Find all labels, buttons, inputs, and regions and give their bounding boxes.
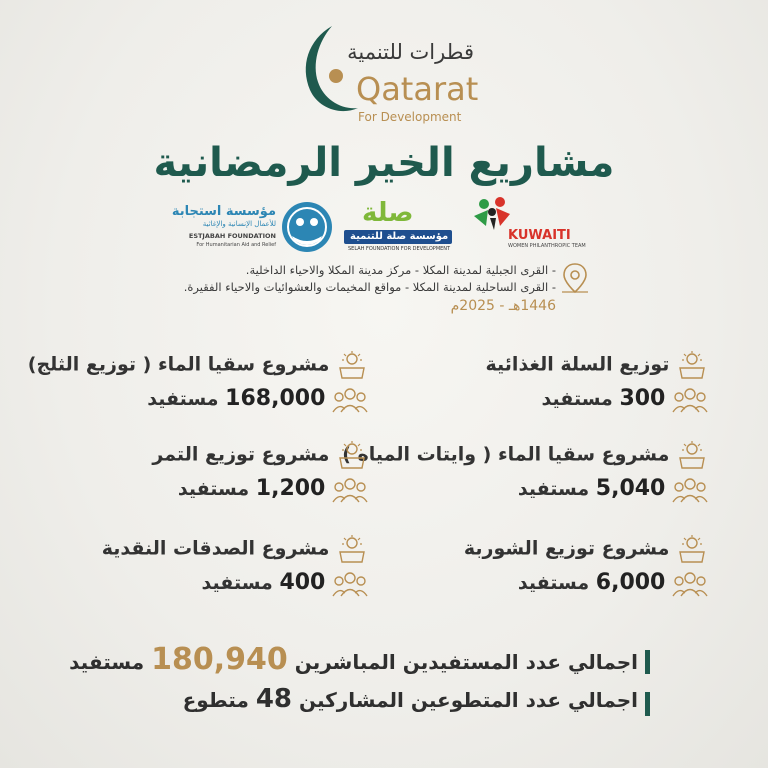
project-count: 300 bbox=[619, 386, 666, 411]
people-group-icon bbox=[672, 571, 708, 597]
project-count: 1,200 bbox=[255, 476, 326, 501]
total-accent-bar bbox=[645, 692, 650, 716]
year-label: 1446هـ - 2025م bbox=[450, 298, 556, 314]
project-count: 6,000 bbox=[595, 570, 666, 595]
partner-selah-name: صلة bbox=[362, 198, 414, 228]
partner-selah bbox=[340, 198, 458, 258]
people-group-icon bbox=[332, 571, 368, 597]
project-unit: مستفيد bbox=[201, 572, 273, 594]
lightbulb-plan-icon bbox=[336, 350, 368, 380]
total-accent-bar bbox=[645, 650, 650, 674]
project-food-basket bbox=[486, 350, 708, 413]
partner-kuwaiti-name: KUWAITI bbox=[508, 228, 571, 243]
project-name: مشروع توزيع التمر bbox=[152, 443, 330, 466]
lightbulb-plan-icon bbox=[676, 350, 708, 380]
brand-english-subtitle: For Development bbox=[358, 110, 462, 124]
total-beneficiaries-count: 180,940 bbox=[151, 642, 288, 677]
brand-arabic-name: قطرات للتنمية bbox=[347, 40, 474, 64]
project-cash-charity bbox=[102, 534, 368, 597]
project-name: مشروع سقيا الماء ( توزيع الثلج) bbox=[27, 353, 330, 376]
project-unit: مستفيد bbox=[541, 388, 613, 410]
partner-selah-sub: مؤسسة صلة للتنمية bbox=[350, 231, 449, 242]
project-unit: مستفيد bbox=[517, 572, 590, 594]
project-count: 5,040 bbox=[595, 476, 666, 501]
lightbulb-plan-icon bbox=[336, 440, 368, 470]
total-beneficiaries-unit: مستفيد bbox=[69, 650, 145, 674]
partner-kuwaiti bbox=[464, 196, 584, 258]
people-group-icon bbox=[332, 387, 368, 413]
total-volunteers-count: 48 bbox=[255, 684, 292, 714]
estjabah-globe-hands-icon bbox=[280, 200, 334, 254]
project-count: 400 bbox=[279, 570, 326, 595]
project-count: 168,000 bbox=[225, 386, 326, 411]
locations-line-1: - القرى الجبلية لمدينة المكلا - مركز مدينة المكلا والاحياء الداخلية. bbox=[245, 263, 556, 277]
people-group-icon bbox=[672, 387, 708, 413]
total-beneficiaries bbox=[69, 642, 638, 677]
people-group-icon bbox=[332, 477, 368, 503]
lightbulb-plan-icon bbox=[676, 440, 708, 470]
partner-estjabah bbox=[171, 198, 336, 260]
locations-line-2: - القرى الساحلية لمدينة المكلا - مواقع المخيمات والعشوائيات والاحياء الفقيرة. bbox=[183, 280, 556, 294]
total-beneficiaries-label: اجمالي عدد المستفيدين المباشرين bbox=[294, 650, 638, 674]
partner-selah-sub-en: SELAH FOUNDATION FOR DEVELOPMENT bbox=[348, 246, 451, 252]
project-unit: مستفيد bbox=[147, 388, 219, 410]
lightbulb-plan-icon bbox=[676, 534, 708, 564]
project-name: مشروع توزيع الشوربة bbox=[463, 537, 670, 560]
project-soup bbox=[464, 534, 708, 597]
project-name: مشروع سقيا الماء ( وايتات المياه ) bbox=[342, 443, 670, 466]
project-unit: مستفيد bbox=[177, 478, 250, 500]
total-volunteers-unit: متطوع bbox=[182, 688, 249, 712]
people-group-icon bbox=[672, 477, 708, 503]
partner-estjabah-sub-en2: For Humanitarian Aid and Relief bbox=[196, 242, 276, 248]
project-unit: مستفيد bbox=[517, 478, 590, 500]
total-volunteers bbox=[183, 684, 638, 714]
project-ice-water bbox=[28, 350, 368, 413]
brand-english-name: Qatarat bbox=[356, 70, 479, 108]
project-name: توزيع السلة الغذائية bbox=[485, 353, 670, 376]
partner-estjabah-name: مؤسسة استجابة bbox=[171, 204, 276, 219]
partner-kuwaiti-sub: WOMEN PHILANTHROPIC TEAM bbox=[508, 243, 586, 249]
lightbulb-plan-icon bbox=[336, 534, 368, 564]
page-title: مشاريع الخير الرمضانية bbox=[153, 140, 615, 186]
locations-block bbox=[116, 262, 556, 315]
partner-estjabah-sub-en: ESTJABAH FOUNDATION bbox=[188, 232, 276, 240]
qatarat-logo bbox=[296, 18, 496, 123]
project-name: مشروع الصدقات النقدية bbox=[101, 537, 330, 560]
total-volunteers-label: اجمالي عدد المتطوعين المشاركين bbox=[298, 688, 638, 712]
location-pin-icon bbox=[560, 262, 590, 296]
kuwaiti-team-logo-icon bbox=[470, 196, 520, 232]
partner-estjabah-sub: للأعمال الإنسانية والإغاثية bbox=[202, 220, 276, 228]
project-water-tankers bbox=[342, 440, 708, 503]
project-dates bbox=[152, 440, 368, 503]
